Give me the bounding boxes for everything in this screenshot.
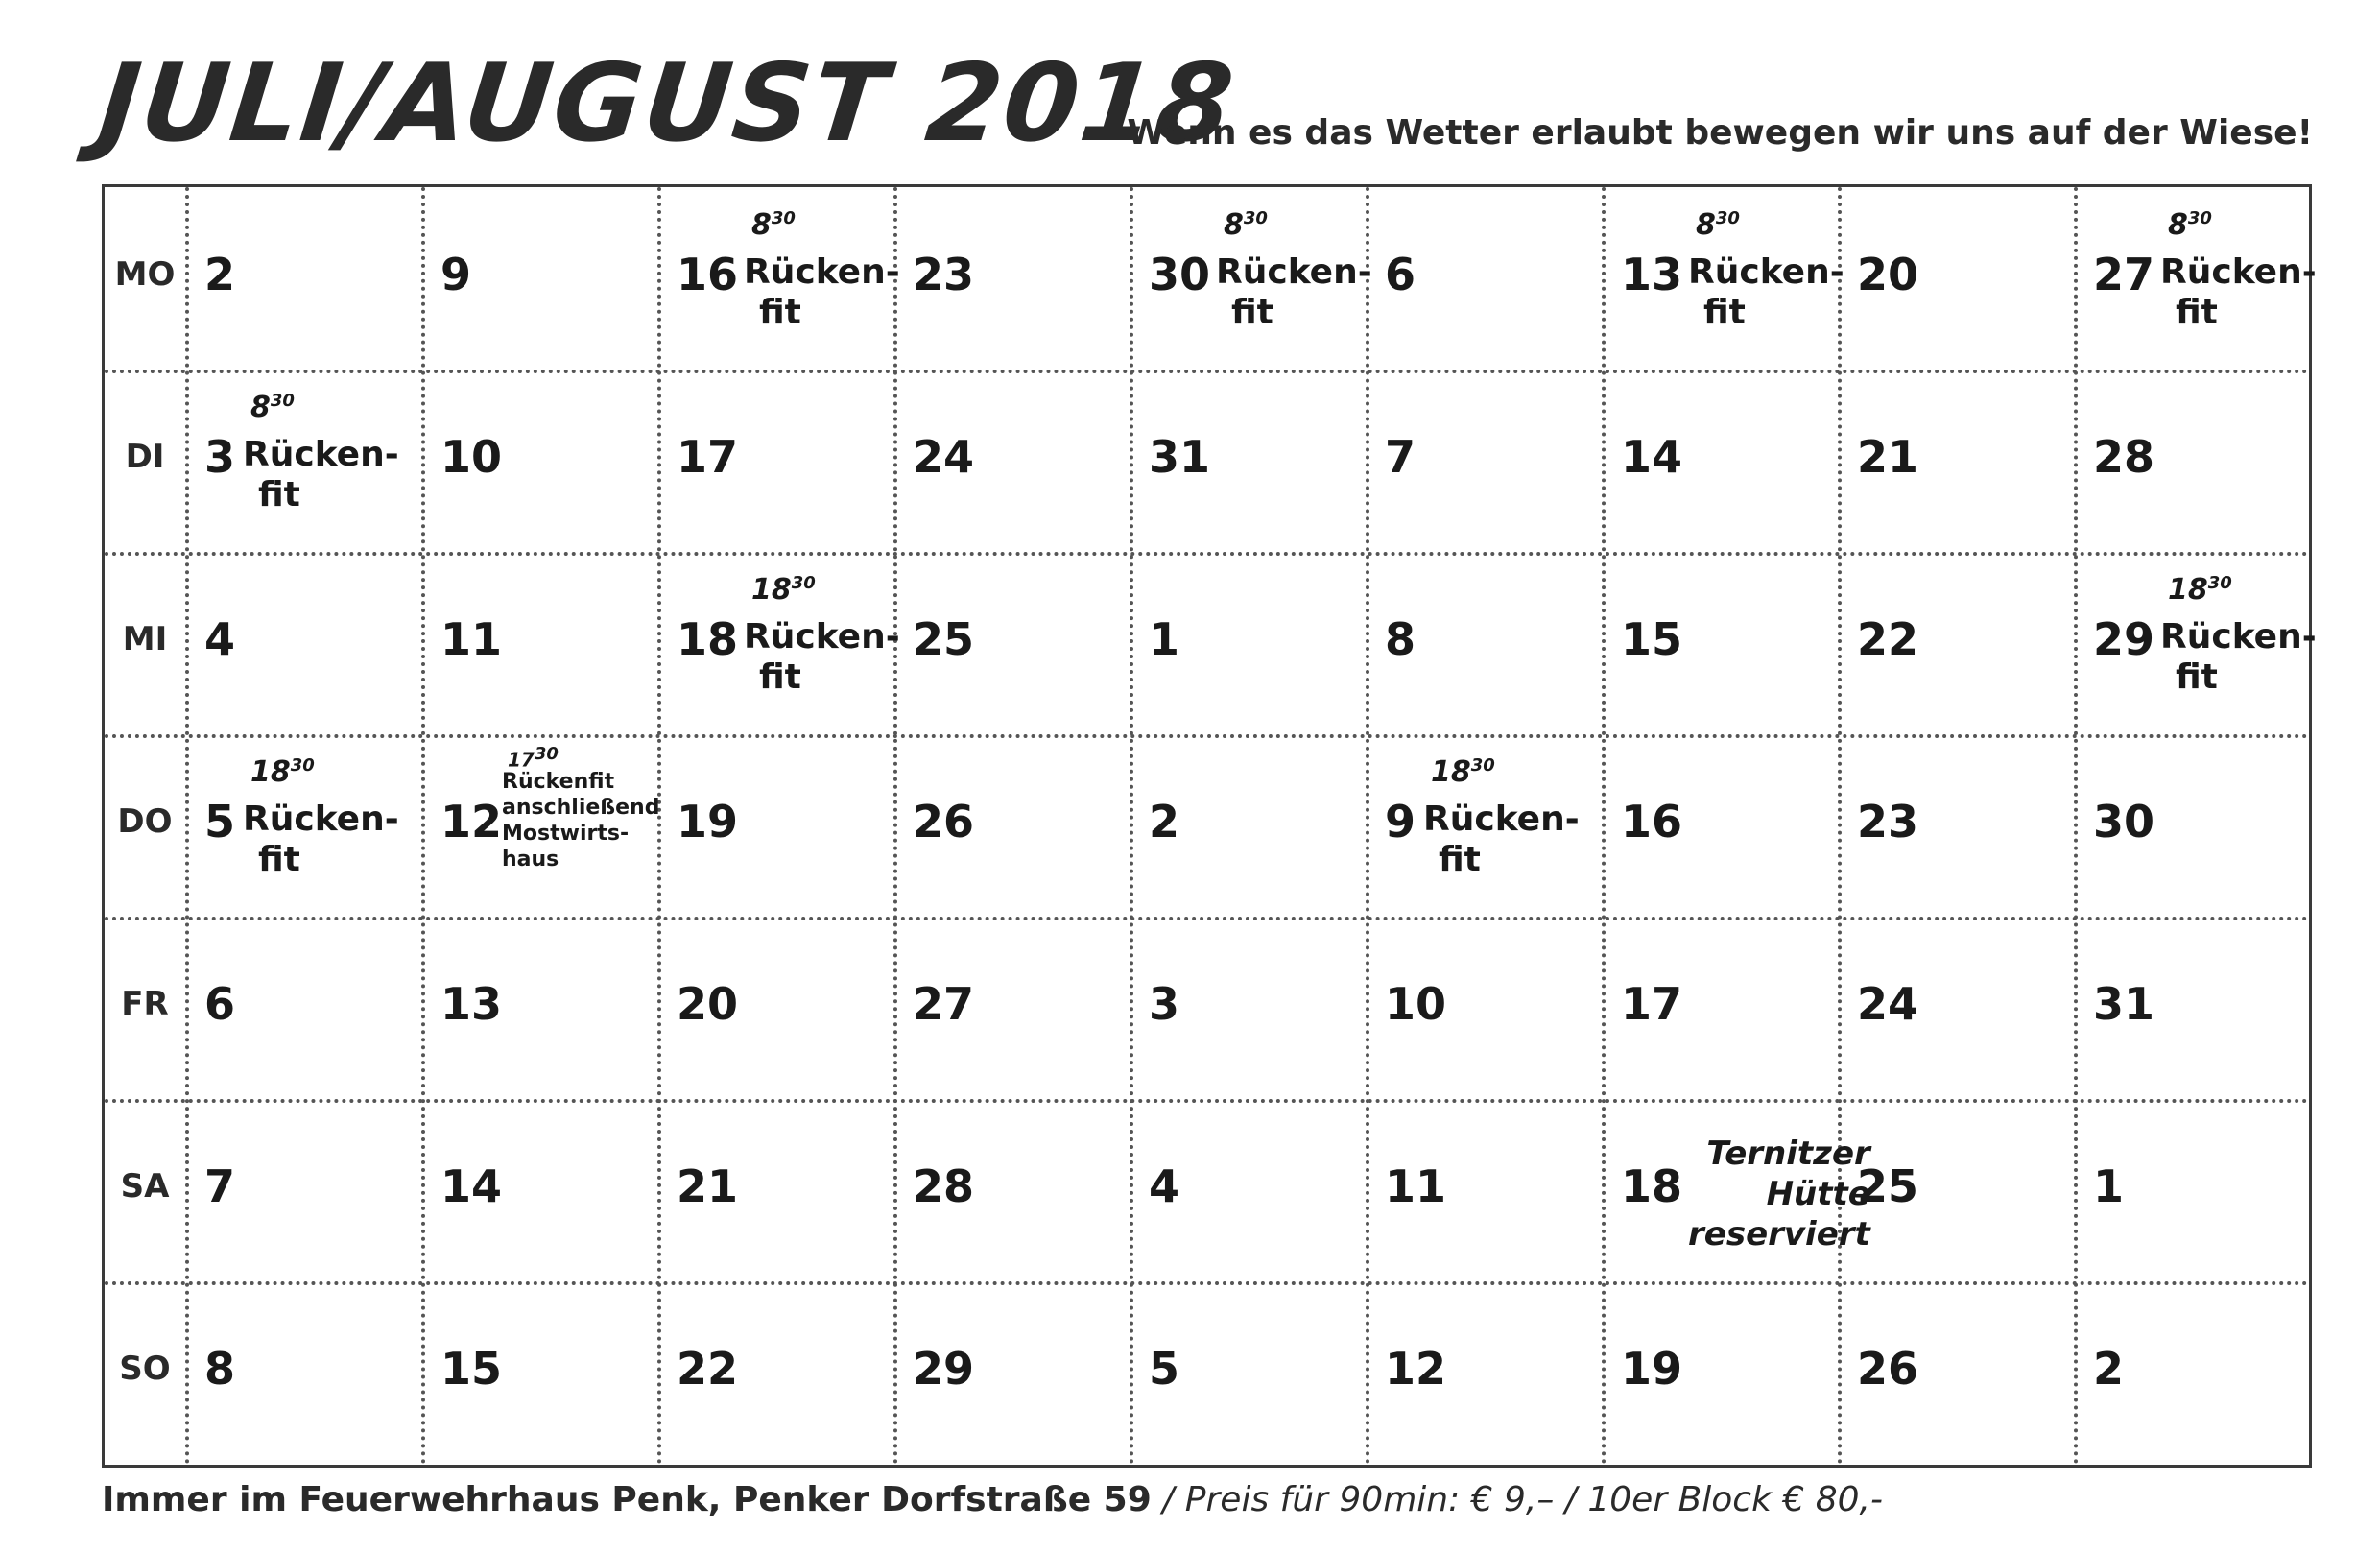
day-number: 5 [204, 796, 236, 848]
event-line: Rücken- [744, 252, 900, 292]
event-time-minutes: 30 [1715, 208, 1740, 228]
day-number: 11 [1385, 1160, 1447, 1212]
weekday-label: SO [119, 1350, 171, 1388]
day-number: 31 [2093, 978, 2155, 1030]
event-line: fit [2176, 293, 2218, 332]
event-line: Rücken- [243, 435, 399, 474]
day-number: 7 [204, 1160, 236, 1212]
event-line: Ternitzer [1706, 1135, 1870, 1173]
event-line: fit [1439, 840, 1481, 879]
day-number: 11 [440, 613, 503, 665]
event-line: Mostwirts- [502, 822, 630, 846]
day-number: 12 [1385, 1343, 1447, 1395]
day-number: 13 [1621, 249, 1683, 300]
day-number: 8 [1385, 613, 1416, 665]
event-time-minutes: 30 [791, 573, 816, 593]
event-time-minutes: 30 [1243, 208, 1268, 228]
event-line: fit [1231, 293, 1273, 332]
day-number: 15 [1621, 613, 1683, 665]
event-text [243, 800, 399, 880]
day-number: 22 [1857, 613, 1919, 665]
event-time [751, 208, 796, 242]
event-line: anschließend [502, 796, 660, 820]
day-number: 27 [913, 978, 975, 1030]
column-separator [421, 187, 425, 1465]
event-text [1216, 252, 1372, 333]
day-number: 17 [1621, 978, 1683, 1030]
day-number: 29 [2093, 613, 2155, 665]
event-line: Rücken- [1423, 800, 1580, 839]
event-time-hour: 18 [2168, 573, 2208, 607]
day-number: 10 [440, 431, 503, 483]
day-number: 5 [1149, 1343, 1180, 1395]
event-text [744, 252, 900, 333]
event-time [1224, 208, 1268, 242]
event-time-minutes: 30 [1470, 755, 1495, 776]
event-time-hour: 18 [751, 573, 792, 607]
day-number: 22 [677, 1343, 739, 1395]
day-number: 14 [1621, 431, 1683, 483]
day-number: 19 [1621, 1343, 1683, 1395]
day-number: 8 [204, 1343, 236, 1395]
day-number: 26 [1857, 1343, 1919, 1395]
event-time-minutes: 30 [2187, 208, 2212, 228]
day-number: 3 [1149, 978, 1180, 1030]
column-separator [1366, 187, 1369, 1465]
weather-note: Wenn es das Wetter erlaubt bewegen wir uns auf der Wiese! [1127, 113, 2313, 153]
day-number: 21 [1857, 431, 1919, 483]
row-separator [105, 1099, 2309, 1103]
weekday-label: DO [117, 802, 173, 841]
event-line: Hütte [1766, 1175, 1870, 1213]
event-line: Rücken- [2160, 252, 2317, 292]
event-time-hour: 8 [751, 208, 772, 242]
weekday-label: FR [121, 985, 169, 1023]
page-title: JULI/AUGUST 2018 [93, 41, 1241, 166]
day-number: 1 [2093, 1160, 2125, 1212]
footer-location: Immer im Feuerwehrhaus Penk, Penker Dorfstraße 59 [102, 1480, 1152, 1519]
event-line: Rücken- [744, 617, 900, 657]
event-time [250, 755, 315, 789]
day-number: 9 [440, 249, 472, 300]
event-time-minutes: 30 [2207, 573, 2232, 593]
event-line: Rücken- [1688, 252, 1844, 292]
day-number: 23 [913, 249, 975, 300]
day-number: 28 [2093, 431, 2155, 483]
day-number: 1 [1149, 613, 1180, 665]
event-line: fit [2176, 657, 2218, 697]
event-text [744, 617, 900, 698]
event-time-minutes: 30 [771, 208, 796, 228]
event-line: Rückenfit [502, 770, 615, 794]
event-time-hour: 8 [250, 391, 271, 424]
day-number: 10 [1385, 978, 1447, 1030]
event-time [1696, 208, 1740, 242]
day-number: 2 [204, 249, 236, 300]
day-number: 2 [1149, 796, 1180, 848]
day-number: 23 [1857, 796, 1919, 848]
day-number: 24 [1857, 978, 1919, 1030]
footer [102, 1480, 1883, 1519]
day-number: 7 [1385, 431, 1416, 483]
event-line: Rücken- [243, 800, 399, 839]
event-time-hour: 18 [1431, 755, 1471, 789]
day-number: 2 [2093, 1343, 2125, 1395]
day-number: 20 [677, 978, 739, 1030]
row-separator [105, 917, 2309, 920]
day-number: 15 [440, 1343, 503, 1395]
day-number: 16 [677, 249, 739, 300]
event-time [2168, 208, 2212, 242]
weekday-label: MO [114, 255, 176, 294]
event-time [751, 573, 816, 607]
column-separator [2074, 187, 2078, 1465]
event-time-hour: 8 [1224, 208, 1244, 242]
day-number: 18 [1621, 1160, 1683, 1212]
day-number: 27 [2093, 249, 2155, 300]
event-text [502, 769, 659, 872]
column-separator [1838, 187, 1842, 1465]
event-text [1688, 252, 1844, 333]
day-number: 28 [913, 1160, 975, 1212]
column-separator [1602, 187, 1606, 1465]
day-number: 14 [440, 1160, 503, 1212]
day-number: 31 [1149, 431, 1211, 483]
event-line: fit [759, 293, 801, 332]
day-number: 13 [440, 978, 503, 1030]
event-text [1423, 800, 1580, 880]
event-time-hour: 8 [1696, 208, 1716, 242]
row-separator [105, 734, 2309, 738]
day-number: 26 [913, 796, 975, 848]
event-line: Rücken- [2160, 617, 2317, 657]
event-time [1431, 755, 1495, 789]
day-number: 4 [204, 613, 236, 665]
event-time [508, 744, 559, 772]
day-number: 25 [913, 613, 975, 665]
event-line: fit [258, 475, 300, 514]
day-number: 25 [1857, 1160, 1919, 1212]
weekday-label: DI [125, 438, 165, 476]
day-number: 6 [1385, 249, 1416, 300]
event-line: fit [1703, 293, 1746, 332]
day-number: 3 [204, 431, 236, 483]
event-time-hour: 8 [2168, 208, 2188, 242]
day-number: 21 [677, 1160, 739, 1212]
day-number: 6 [204, 978, 236, 1030]
day-number: 18 [677, 613, 739, 665]
event-text [1688, 1134, 1870, 1254]
event-time [250, 391, 295, 424]
weekday-label: MI [122, 620, 168, 658]
weekday-label: SA [120, 1167, 170, 1206]
row-separator [105, 552, 2309, 556]
column-separator [1130, 187, 1133, 1465]
footer-price: / Preis für 90min: € 9,– / 10er Block € 80,- [1162, 1480, 1883, 1519]
event-text [243, 435, 399, 515]
event-time-minutes: 30 [534, 744, 559, 764]
day-number: 20 [1857, 249, 1919, 300]
event-time [2168, 573, 2232, 607]
row-separator [105, 370, 2309, 373]
day-number: 30 [2093, 796, 2155, 848]
day-number: 12 [440, 796, 503, 848]
event-line: fit [258, 840, 300, 879]
day-number: 17 [677, 431, 739, 483]
row-separator [105, 1281, 2309, 1285]
event-line: Rücken- [1216, 252, 1372, 292]
event-line: fit [759, 657, 801, 697]
day-number: 16 [1621, 796, 1683, 848]
event-time-minutes: 30 [270, 391, 295, 411]
event-time-hour: 17 [508, 748, 535, 772]
event-line: reserviert [1688, 1215, 1870, 1254]
event-time-hour: 18 [250, 755, 291, 789]
column-separator [185, 187, 189, 1465]
column-separator [893, 187, 897, 1465]
event-text [2160, 617, 2317, 698]
day-number: 9 [1385, 796, 1416, 848]
event-text [2160, 252, 2317, 333]
calendar-grid [102, 184, 2317, 1468]
day-number: 4 [1149, 1160, 1180, 1212]
event-time-minutes: 30 [290, 755, 315, 776]
day-number: 19 [677, 796, 739, 848]
day-number: 29 [913, 1343, 975, 1395]
day-number: 30 [1149, 249, 1211, 300]
day-number: 24 [913, 431, 975, 483]
event-line: haus [502, 848, 559, 872]
